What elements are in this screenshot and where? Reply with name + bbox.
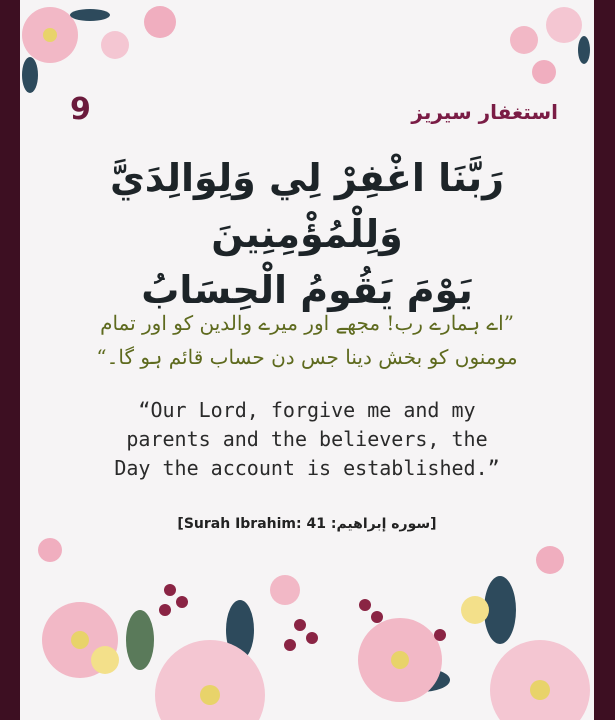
english-line: parents and the believers, the [126,427,488,451]
quote-card [20,0,594,720]
flower-decoration-top-left [20,0,180,100]
english-line: Day the account is established.” [114,456,500,480]
arabic-line: رَبَّنَا اغْفِرْ لِي وَلِوَالِدَيَّ وَلِلْمُؤْمِنِينَ [109,156,505,256]
urdu-line: مومنوں کو بخش دینا جس دن حساب قائم ہو گا۔“ [96,345,518,369]
series-title: استغفار سیریز [411,100,558,124]
arabic-verse [20,150,594,318]
urdu-line: ”اے ہمارے رب! مجھے اور میرے والدین کو اور تمام [100,311,514,335]
english-translation [60,396,554,483]
flower-decoration-top-right [484,0,594,90]
urdu-translation [60,306,554,374]
verse-reference: [Surah Ibrahim: 41 :سوره إبراهيم] [177,516,437,532]
series-number: 9 [70,92,91,127]
arabic-line: يَوْمَ يَقُومُ الْحِسَابُ [141,268,473,312]
english-line: “Our Lord, forgive me and my [138,398,476,422]
flower-decoration-bottom [20,520,594,720]
